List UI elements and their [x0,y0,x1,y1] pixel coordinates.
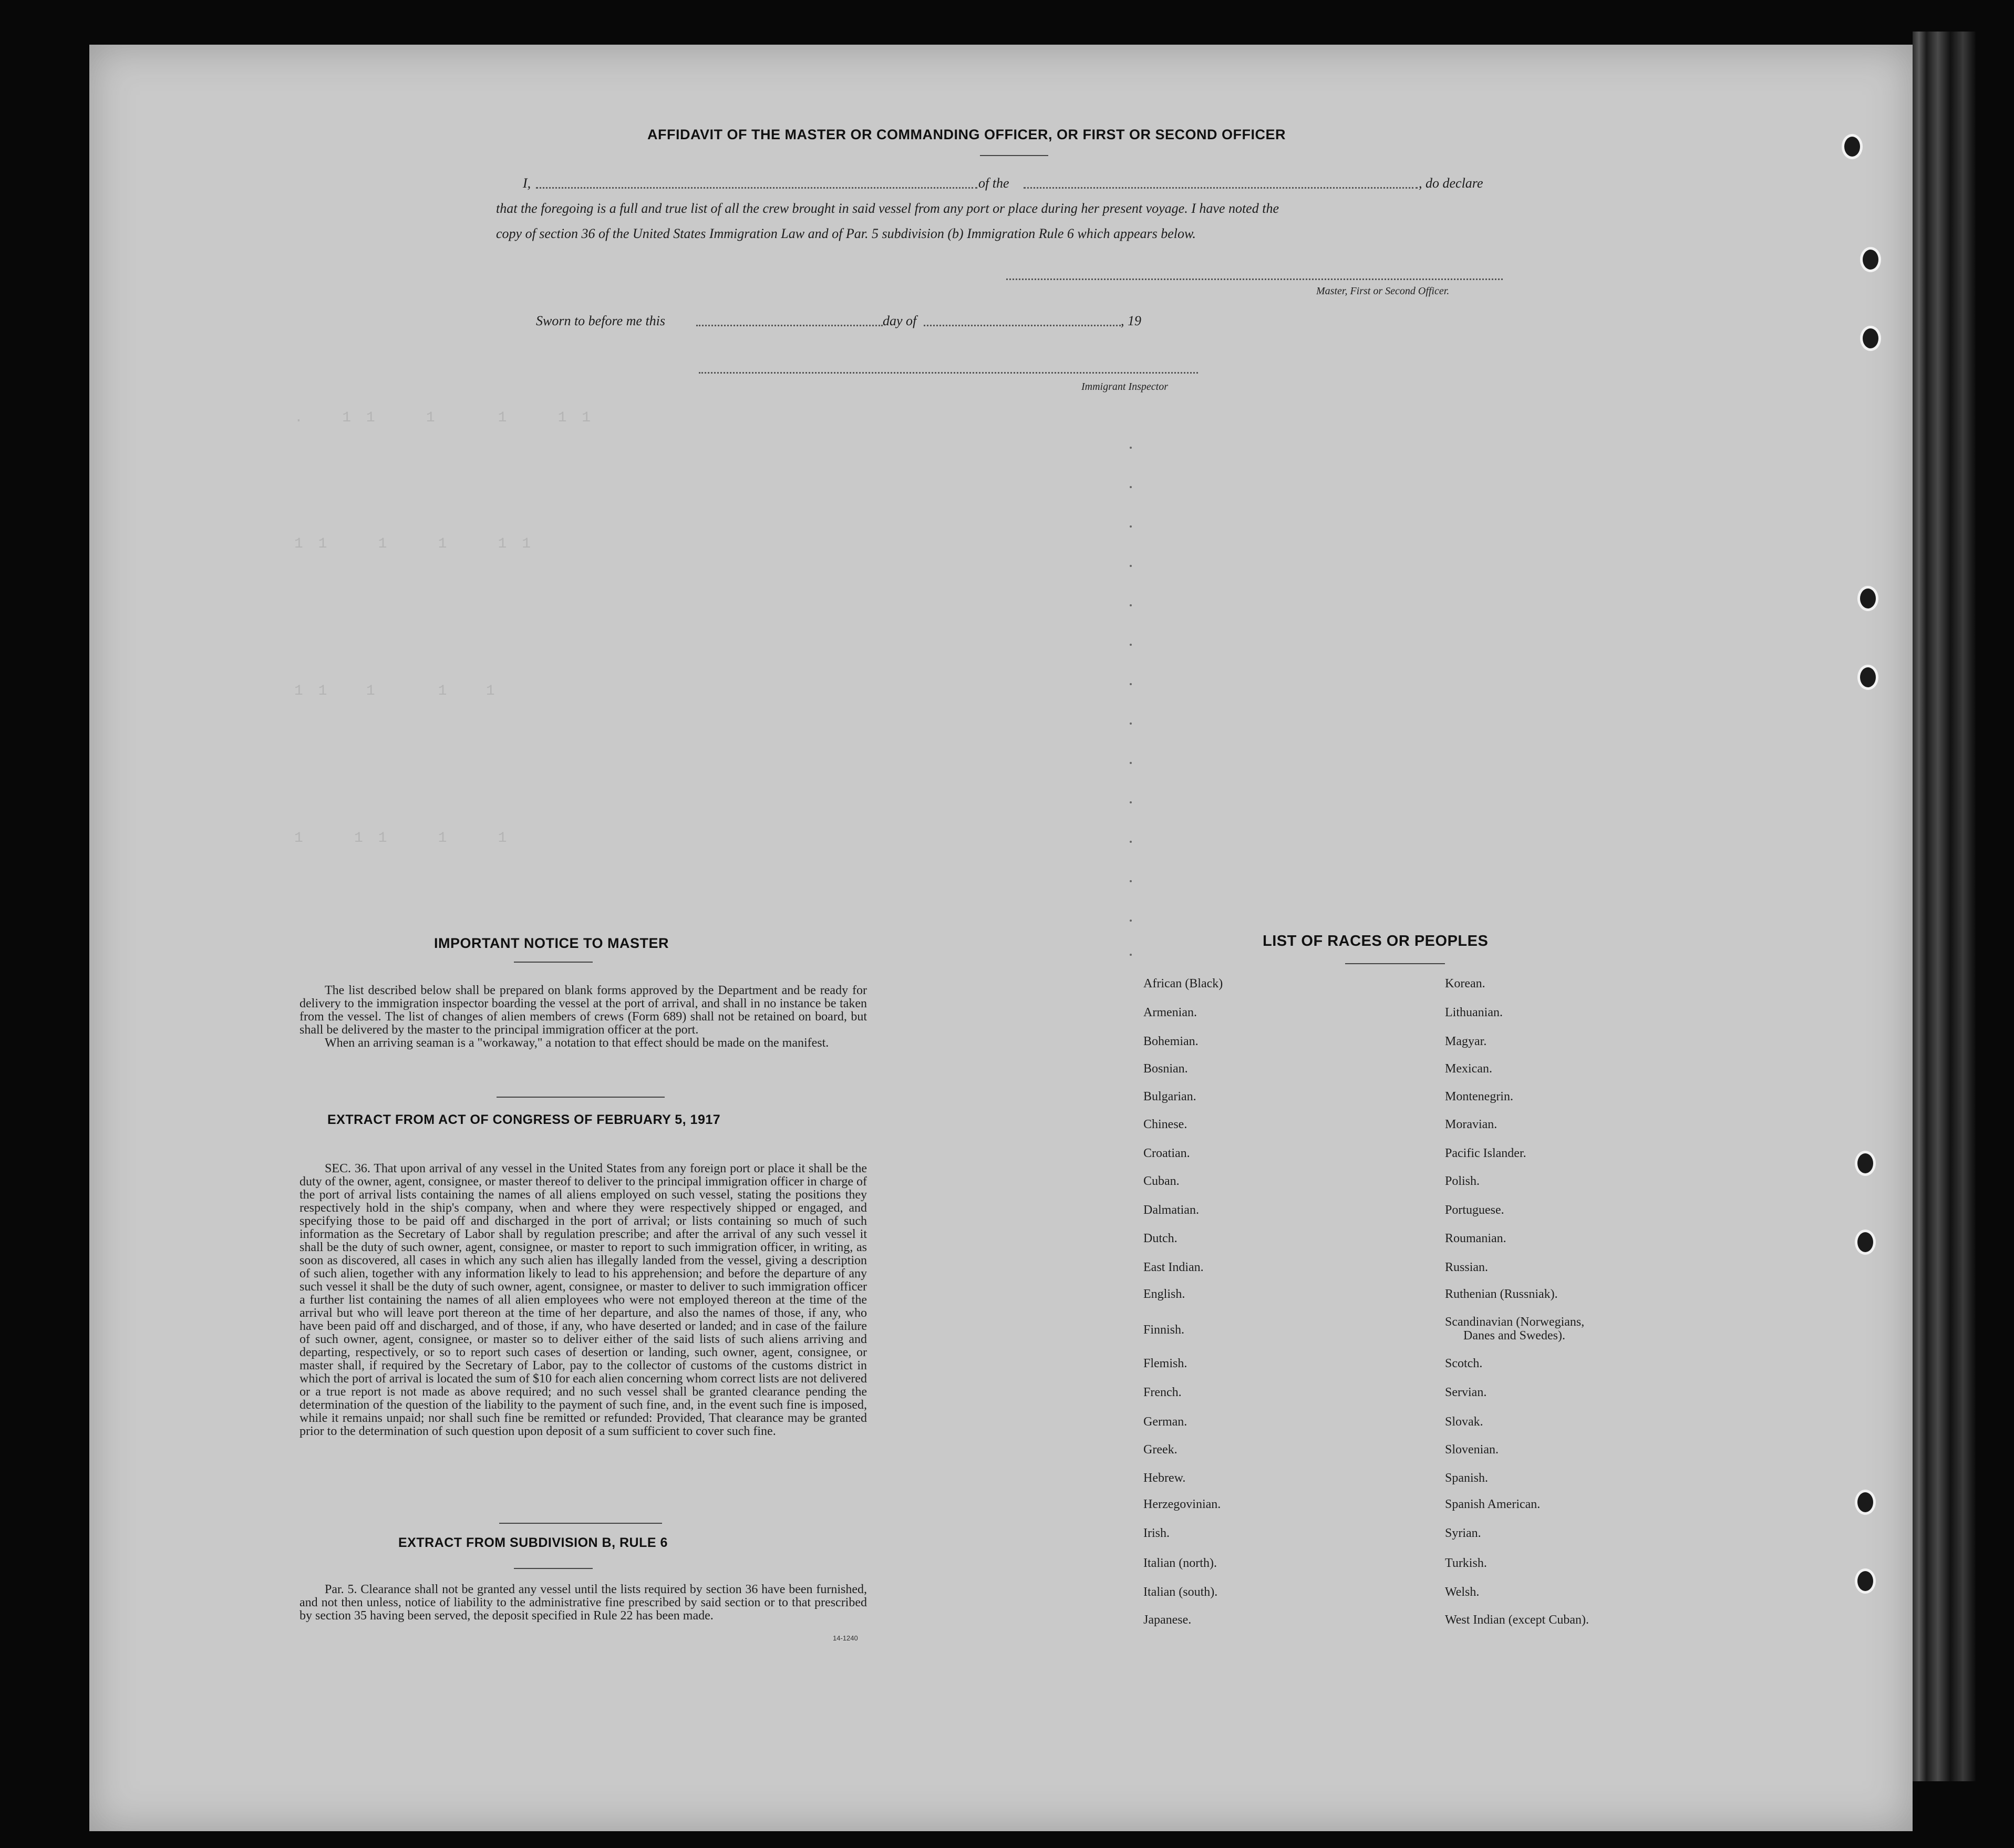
race-item: Bohemian. [1143,1035,1199,1048]
race-item: Magyar. [1445,1035,1487,1048]
sworn-label: Sworn to before me this [536,313,666,328]
race-item: Bosnian. [1143,1062,1188,1076]
act-extract-title: EXTRACT FROM ACT OF CONGRESS OF FEBRUARY 5, 1917 [327,1112,721,1127]
race-item-continuation: Danes and Swedes). [1463,1329,1565,1343]
divider [514,1568,593,1569]
affidavit-text-line: that the foregoing is a full and true list of all the crew brought in said vessel from any port or place during her present voyage. I have noted the [496,201,1279,216]
race-item: Lithuanian. [1445,1006,1503,1019]
race-item: West Indian (except Cuban). [1445,1613,1589,1627]
affidavit-title: AFFIDAVIT OF THE MASTER OR COMMANDING OFFICER, OR FIRST OR SECOND OFFICER [647,127,1286,142]
master-signature-caption: Master, First or Second Officer. [1316,285,1450,297]
race-item: French. [1143,1386,1182,1399]
dot-mark [1130,525,1132,528]
race-item: Cuban. [1143,1174,1180,1188]
form-page [89,45,1913,1831]
affidavit-text-line: copy of section 36 of the United States Immigration Law and of Par. 5 subdivision (b) Immigration Rule 6 which appears below. [496,226,1196,241]
declarant-label: I, [523,175,531,191]
race-item: Irish. [1143,1526,1170,1540]
race-item: Portuguese. [1445,1203,1504,1217]
divider [497,1097,665,1098]
race-item: East Indian. [1143,1261,1204,1274]
divider [980,155,1048,156]
dot-mark [1130,954,1132,956]
notice-paragraph: When an arriving seaman is a "workaway," a notation to that effect should be made on the manifest. [325,1036,829,1050]
declare-text: , do declare [1419,175,1483,191]
sworn-month-field[interactable] [924,325,1121,326]
year-label: , 19 [1121,313,1141,328]
race-item: Scandinavian (Norwegians, [1445,1315,1585,1329]
race-item: Montenegrin. [1445,1090,1513,1103]
dot-mark [1130,565,1132,567]
dot-mark [1130,604,1132,606]
dot-mark [1130,801,1132,803]
race-item: Dutch. [1143,1232,1178,1245]
notice-paragraph: The list described below shall be prepared on blank forms approved by the Department and be ready for delivery to the immigration inspector boarding the vessel at the port of arrival, and shall in no instance be taken from the vessel. The list of changes of alien members of crews (Form 689) shall not be retained on board, but shall be delivered by the master to the principal immigration officer at the port. [299,984,867,1037]
binder-hole [1855,1490,1876,1515]
race-item: Ruthenian (Russniak). [1445,1287,1558,1301]
day-of-label: day of [883,313,917,328]
vessel-name-field[interactable] [1024,187,1418,189]
race-item: Russian. [1445,1261,1489,1274]
race-item: Spanish American. [1445,1498,1541,1511]
rule-extract-title: EXTRACT FROM SUBDIVISION B, RULE 6 [398,1535,668,1550]
binder-hole [1860,247,1881,272]
master-signature-field[interactable] [1006,278,1503,280]
paragraph-5-text: Par. 5. Clearance shall not be granted any vessel until the lists required by section 36 have been furnished, and not then unless, notice of liability to the administrative fine prescribed by said section or to that prescribed by section 35 having been served, the deposit specified in Rule 22 has been made. [299,1583,867,1623]
divider [1345,963,1445,964]
bleed-through: 1 1 1 1 1 [294,683,498,699]
race-item: Bulgarian. [1143,1090,1196,1103]
race-item: English. [1143,1287,1185,1301]
sworn-day-field[interactable] [696,325,883,326]
dot-mark [1130,644,1132,646]
notice-text [299,984,867,1050]
race-item: Croatian. [1143,1147,1190,1160]
divider [499,1523,662,1524]
dot-mark [1130,447,1132,449]
binder-hole [1842,134,1863,159]
bleed-through: . 1 1 1 1 1 1 [294,410,594,426]
race-item: Finnish. [1143,1323,1185,1337]
binder-hole [1855,1230,1876,1255]
binder-hole [1857,586,1878,611]
race-item: Hebrew. [1143,1471,1186,1485]
dot-mark [1130,486,1132,488]
race-item: Greek. [1143,1443,1178,1457]
race-item: Chinese. [1143,1118,1187,1131]
binder-hole [1855,1568,1876,1594]
section-36-text: SEC. 36. That upon arrival of any vessel in the United States from any foreign port or place it shall be the duty of the owner, agent, consignee, or master thereof to deliver to the principal immigration officer in charge of the port of arrival lists containing the names of all aliens employed on such vessel, stating the positions they respectively hold in the ship's company, when and where they were respectively shipped or engaged, and specifying those to be paid off and discharged in the port of arrival; or lists containing so much of such information as the Secretary of Labor shall by regulation prescribe; and after the arrival of any such vessel it shall be the duty of such owner, agent, consignee, or master to report to such immigration officer, in writing, as soon as discovered, all cases in which any such alien has illegally landed from the vessel, giving a description of such alien, together with any information likely to lead to his apprehension; and before the departure of any such vessel it shall be the duty of such owner, agent, consignee, or master to deliver to such immigration officer a further list containing the names of all alien employees who were not employed thereon at the time of the arrival but who will leave port thereon at the time of her departure, and also the names of those, if any, who have been paid off and discharged, and of those, if any, who have deserted or landed; and in case of the failure of such owner, agent, consignee, or master so to deliver either of the said lists of such aliens arriving and departing, respectively, or so to report such cases of desertion or landing, such owner, agent, consignee, or master shall, if required by the Secretary of Labor, pay to the collector of customs of the customs district in which the port of arrival is located the sum of $10 for each alien concerning whom correct lists are not delivered or a true report is not made as above required; and no such vessel shall be granted clearance pending the determination of the question of the liability to the payment of such fine, and, in the event such fine is imposed, while it remains unpaid; nor shall such fine be remitted or refunded: Provided, That clearance may be granted prior to the determination of such question upon deposit of a sum sufficient to cover such fine. [299,1162,867,1438]
race-item: Moravian. [1445,1118,1497,1131]
bleed-through: 1 1 1 1 1 1 [294,536,534,552]
notice-title: IMPORTANT NOTICE TO MASTER [434,935,669,951]
declarant-name-field[interactable] [536,187,977,189]
race-item: Dalmatian. [1143,1203,1199,1217]
dot-mark [1130,920,1132,922]
dot-mark [1130,722,1132,725]
dot-mark [1130,762,1132,764]
race-item: Japanese. [1143,1613,1192,1627]
race-item: Italian (north). [1143,1556,1217,1570]
race-item: German. [1143,1415,1187,1429]
vessel-label: of the [978,175,1009,191]
bleed-through: 1 1 1 1 1 [294,830,510,846]
rule-extract-text [299,1583,867,1623]
race-item: Italian (south). [1143,1585,1218,1599]
act-extract-text [299,1162,867,1438]
race-item: Spanish. [1445,1471,1489,1485]
race-item: Servian. [1445,1386,1487,1399]
divider [514,962,593,963]
race-item: Slovenian. [1445,1443,1499,1457]
form-number: 14-1240 [833,1634,858,1642]
page-stack-edge [1913,32,1976,1781]
race-item: Scotch. [1445,1357,1483,1370]
race-item: African (Black) [1143,977,1223,990]
dot-mark [1130,841,1132,843]
race-item: Pacific Islander. [1445,1147,1526,1160]
race-item: Herzegovinian. [1143,1498,1221,1511]
race-item: Turkish. [1445,1556,1487,1570]
inspector-signature-field[interactable] [699,372,1198,374]
inspector-caption: Immigrant Inspector [1081,381,1168,393]
binder-hole [1855,1151,1876,1176]
race-item: Polish. [1445,1174,1480,1188]
race-item: Slovak. [1445,1415,1483,1429]
race-item: Roumanian. [1445,1232,1506,1245]
dot-mark [1130,880,1132,882]
binder-hole [1857,665,1878,690]
race-item: Mexican. [1445,1062,1492,1076]
race-item: Armenian. [1143,1006,1197,1019]
races-title: LIST OF RACES OR PEOPLES [1263,933,1489,949]
race-item: Korean. [1445,977,1485,990]
binder-hole [1860,326,1881,351]
race-item: Welsh. [1445,1585,1480,1599]
dot-mark [1130,683,1132,685]
race-item: Flemish. [1143,1357,1187,1370]
race-item: Syrian. [1445,1526,1481,1540]
